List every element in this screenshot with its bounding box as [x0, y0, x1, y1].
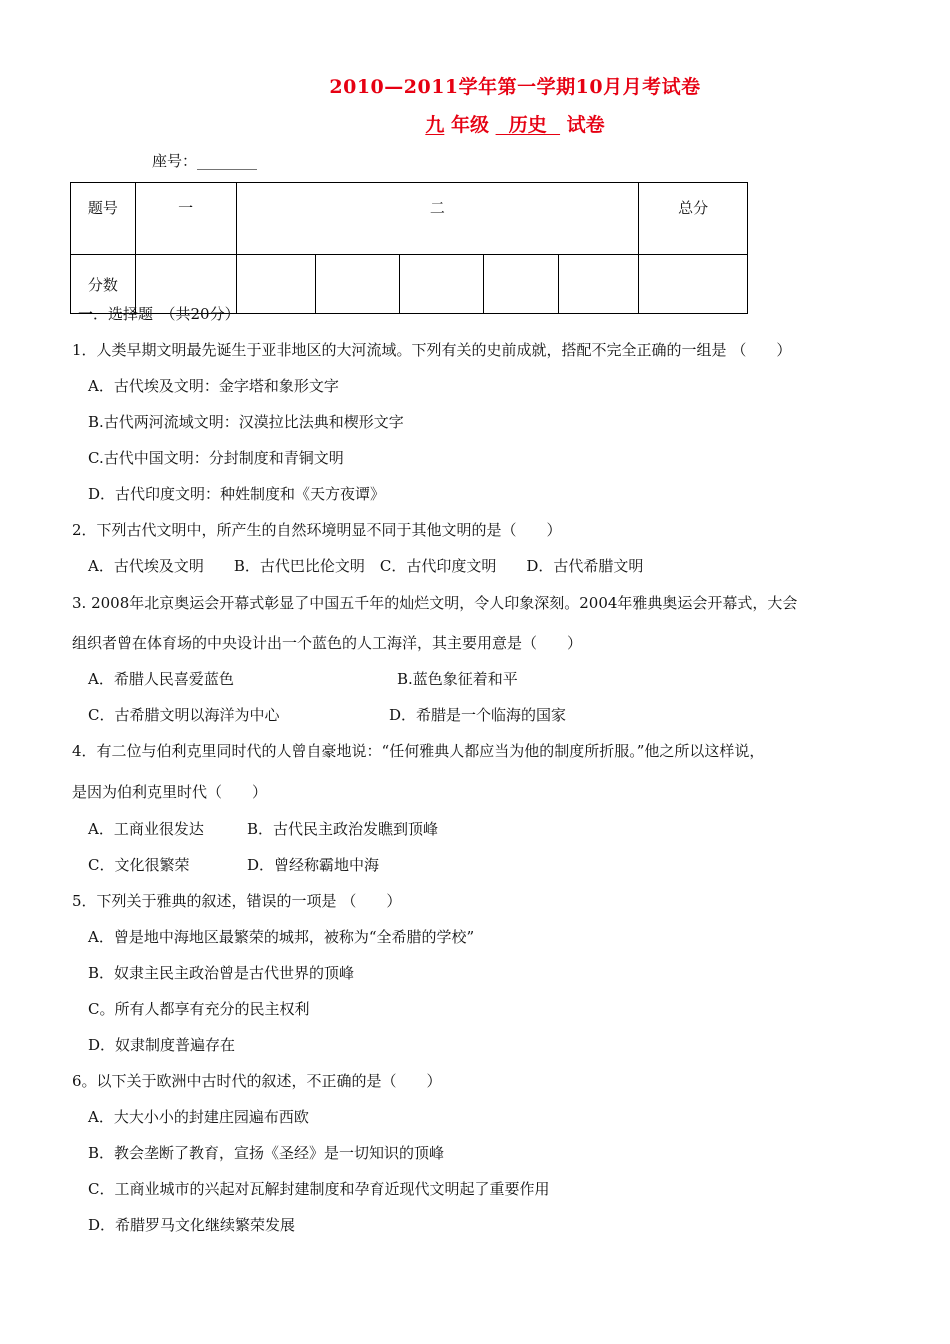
total-score-cell[interactable] [639, 255, 748, 314]
cell-section-two: 二 [236, 183, 639, 255]
option[interactable]: D．希腊罗马文化继续繁荣发展 [88, 1216, 296, 1234]
question-stem: 6。以下关于欧洲中古时代的叙述，不正确的是（ ） [72, 1072, 442, 1090]
question-stem-continued: 是因为伯利克里时代（ ） [72, 783, 268, 801]
score-input-cell[interactable] [400, 255, 484, 314]
grade-suffix: 年级 [444, 114, 496, 136]
option[interactable]: B．古代民主政治发瞧到顶峰 [247, 820, 439, 838]
cell-question-number-label: 题号 [71, 183, 136, 255]
question-stem: 3. 2008年北京奥运会开幕式彰显了中国五千年的灿烂文明，令人印象深刻。2004年雅典奥运会开幕式，大会 [72, 594, 798, 612]
option[interactable]: A．古代埃及文明：金字塔和象形文字 [88, 377, 339, 395]
question-stem-continued: 组织者曾在体育场的中央设计出一个蓝色的人工海洋，其主要用意是（ ） [72, 634, 583, 652]
option[interactable]: C．工商业城市的兴起对瓦解封建制度和孕育近现代文明起了重要作用 [88, 1180, 550, 1198]
section-heading: 一．选择题 （共20分） [78, 305, 240, 323]
option[interactable]: A．大大小小的封建庄园遍布西欧 [88, 1108, 309, 1126]
option[interactable]: D．古代印度文明：种姓制度和《天方夜谭》 [88, 485, 386, 503]
cell-score-label: 分数 [71, 255, 136, 314]
option[interactable]: B.蓝色象征着和平 [397, 670, 518, 688]
option[interactable]: B．奴隶主民主政治曾是古代世界的顶峰 [88, 964, 355, 982]
option[interactable]: D．奴隶制度普遍存在 [88, 1036, 236, 1054]
score-input-cell[interactable] [316, 255, 400, 314]
cell-section-one: 一 [135, 183, 236, 255]
cell-total-label: 总分 [639, 183, 748, 255]
score-input-cell[interactable] [483, 255, 558, 314]
option[interactable]: C.古代中国文明：分封制度和青铜文明 [88, 449, 344, 467]
score-table [70, 182, 748, 314]
option[interactable]: D．曾经称霸地中海 [247, 856, 380, 874]
option[interactable]: A．工商业很发达 [88, 820, 204, 838]
grade-value: 九 [425, 114, 445, 136]
question-stem: 4．有二位与伯利克里同时代的人曾自豪地说：“任何雅典人都应当为他的制度所折服。”他之所以这样说， [72, 742, 765, 760]
exam-subtitle [0, 110, 950, 137]
exam-title: 2010—2011学年第一学期10月月考试卷 [329, 76, 701, 98]
paper-label: 试卷 [560, 114, 605, 136]
question-stem: 1．人类早期文明最先诞生于亚非地区的大河流域。下列有关的史前成就，搭配不完全正确的一组是 （ ） [72, 341, 792, 359]
option[interactable]: C．文化很繁荣 [88, 856, 190, 874]
score-input-cell[interactable] [236, 255, 316, 314]
question-stem: 2．下列古代文明中，所产生的自然环境明显不同于其他文明的是（ ） [72, 521, 562, 539]
score-input-cell[interactable] [558, 255, 639, 314]
seat-number-field[interactable]: 座号：________ [152, 152, 258, 170]
option[interactable]: C。所有人都享有充分的民主权利 [88, 1000, 310, 1018]
option[interactable]: B.古代两河流域文明：汉漠拉比法典和楔形文字 [88, 413, 404, 431]
score-table-header-row [71, 183, 748, 255]
option[interactable]: A．古代埃及文明 B．古代巴比伦文明 C．古代印度文明 D．古代希腊文明 [88, 557, 644, 575]
option[interactable]: A．曾是地中海地区最繁荣的城邦，被称为“全希腊的学校” [88, 928, 475, 946]
subject-value: 历史 [495, 114, 561, 136]
option[interactable]: D．希腊是一个临海的国家 [389, 706, 567, 724]
question-stem: 5．下列关于雅典的叙述，错误的一项是 （ ） [72, 892, 402, 910]
option[interactable]: B．教会垄断了教育，宣扬《圣经》是一切知识的顶峰 [88, 1144, 445, 1162]
option[interactable]: C．古希腊文明以海洋为中心 [88, 706, 280, 724]
option[interactable]: A．希腊人民喜爱蓝色 [88, 670, 234, 688]
